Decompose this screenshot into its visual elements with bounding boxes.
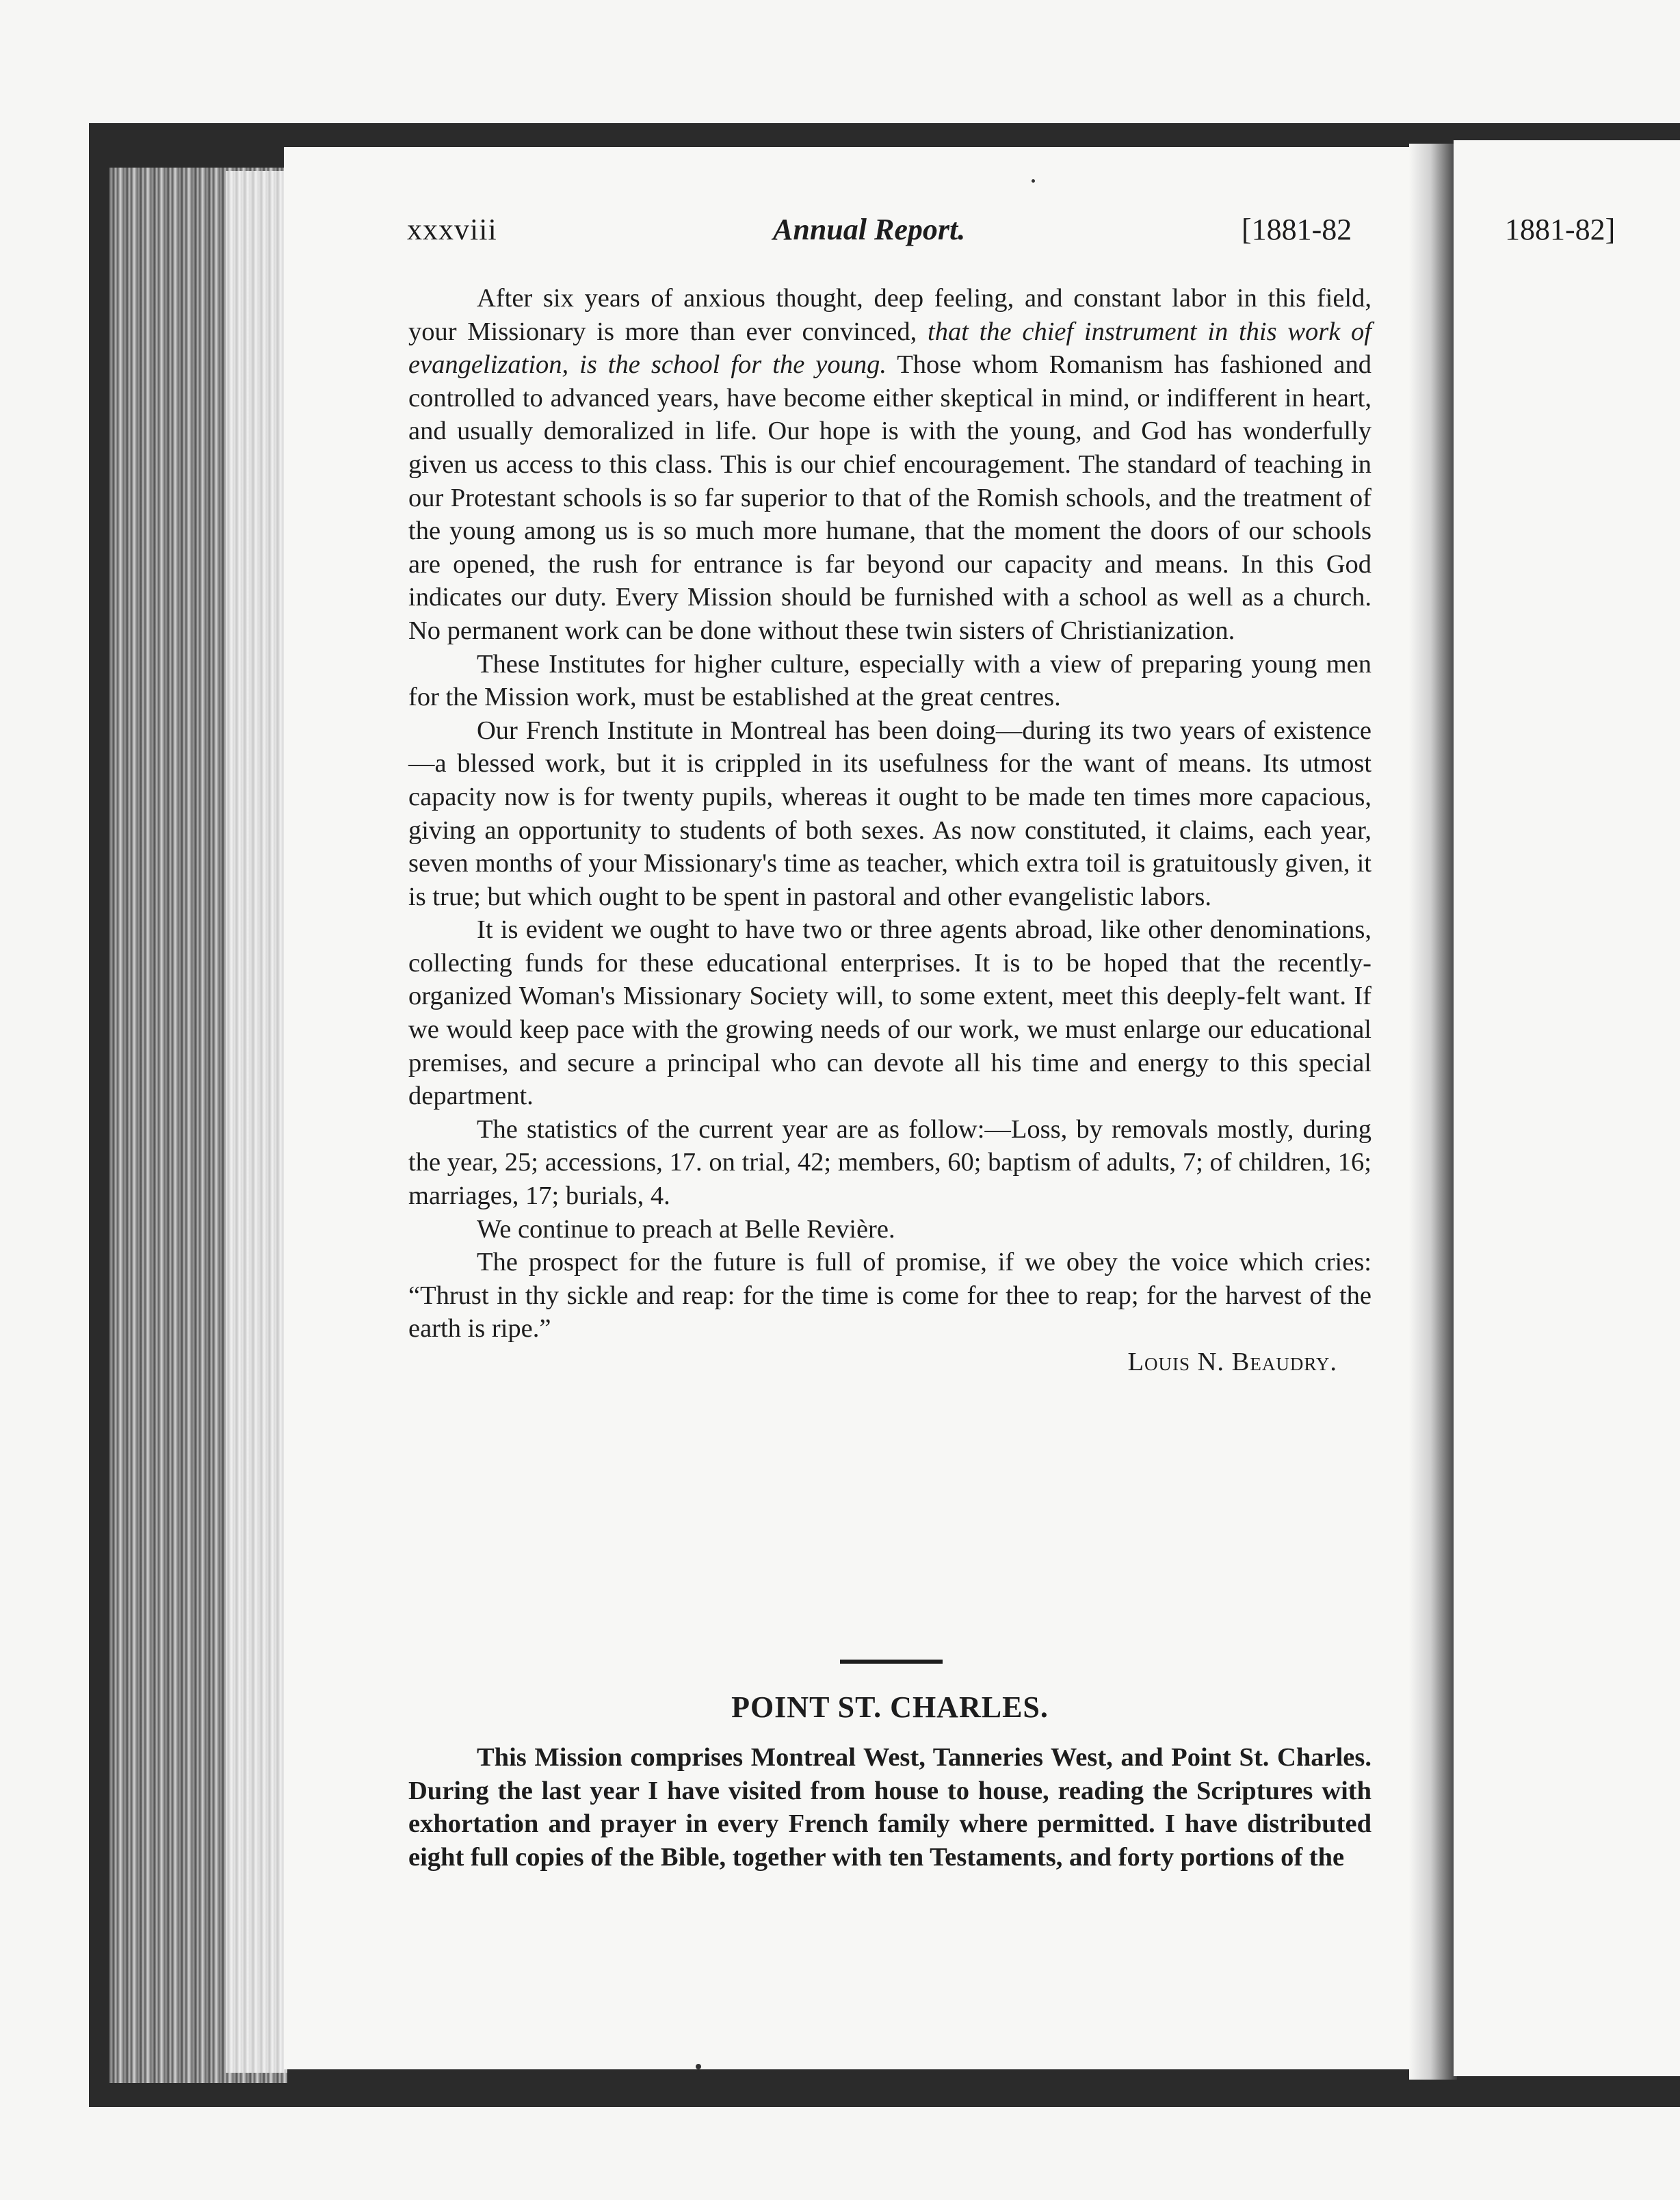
right-page bbox=[1454, 140, 1680, 2076]
page-number: xxxviii bbox=[407, 213, 497, 246]
paragraph-3: Our French Institute in Montreal has been doing—during its two years of existence—a blessed work, but it is crippled in its usefulness for the want of means. Its utmost capacity now is for twenty pupils, whereas it ought to be made ten times more capacious, giving an opportunity to students of both sexes. As now constituted, it claims, each year, seven months of your Missionary's time as teacher, which extra toil is gratuitously given, it is true; but which ought to be spent in pastoral and other evangelistic labors. bbox=[408, 716, 1371, 911]
ink-speck bbox=[1032, 179, 1035, 183]
paragraph-2: These Institutes for higher culture, especially with a view of preparing young men for the Mission work, must be established at the great centres. bbox=[408, 649, 1371, 712]
section-heading: POINT ST. CHARLES. bbox=[731, 1690, 1049, 1724]
paragraph-4: It is evident we ought to have two or three agents abroad, like other denominations, collecting funds for these educational enterprises. It is to be hoped that the recently-organized Woman's Missionary Society will, to some extent, meet this deeply-felt want. If we would keep pace with the growing needs of our work, we must enlarge our educational premises, and secure a principal who can devote all his time and energy to this special department. bbox=[408, 915, 1371, 1111]
book-gutter bbox=[1409, 144, 1457, 2080]
body-text bbox=[408, 282, 1371, 1379]
emphasized-phrase: that the chief instrument in this work of evangelization, is the school for the young. bbox=[408, 317, 1371, 380]
paragraph-7: The prospect for the future is full of promise, if we obey the voice which cries: “Thrust in thy sickle and reap: for the time is come for thee to reap; for the harvest of the earth is ripe.” bbox=[408, 1248, 1371, 1344]
signature: Louis N. Beaudry. bbox=[1127, 1348, 1337, 1376]
header-year: [1881-82 bbox=[1242, 213, 1352, 246]
running-title: Annual Report. bbox=[773, 213, 966, 246]
page-edges-inner bbox=[226, 171, 287, 2073]
section-divider bbox=[840, 1660, 943, 1664]
section-text bbox=[408, 1741, 1371, 1874]
section-paragraph: This Mission comprises Montreal West, Tanneries West, and Point St. Charles. During the last year I have visited from house to house, reading the Scriptures with exhortation and prayer in every French family where permitted. I have distributed eight full copies of the Bible, together with ten Testaments, and forty portions of the bbox=[408, 1743, 1371, 1872]
right-page-header: 1881-82] bbox=[1505, 213, 1616, 246]
paragraph-6: We continue to preach at Belle Revière. bbox=[477, 1214, 895, 1244]
ink-speck bbox=[696, 2064, 701, 2069]
paragraph-5: The statistics of the current year are as follow:—Loss, by removals mostly, during the year, 25; accessions, 17. on trial, 42; members, 60; baptism of adults, 7; of children, 16; marriages, 17; burials, 4. bbox=[408, 1114, 1371, 1211]
paragraph-1: After six years of anxious thought, deep feeling, and constant labor in this field, your Missionary is more than ever convinced, that the chief instrument in this work of evangelization, is the school for the young. Those whom Romanism has fashioned and controlled to advanced years, have become either skeptical in mind, or indifferent in heart, and usually demoralized in life. Our hope is with the young, and God has wonderfully given us access to this class. This is our chief encouragement. The standard of teaching in our Protestant schools is so far superior to that of the Romish schools, and the treatment of the young among us is so much more humane, that the moment the doors of our schools are opened, the rush for entrance is far beyond our capacity and means. In this God indicates our duty. Every Mission should be furnished with a school as well as a church. No permanent work can be done without these twin sisters of Christianization. bbox=[408, 284, 1371, 645]
